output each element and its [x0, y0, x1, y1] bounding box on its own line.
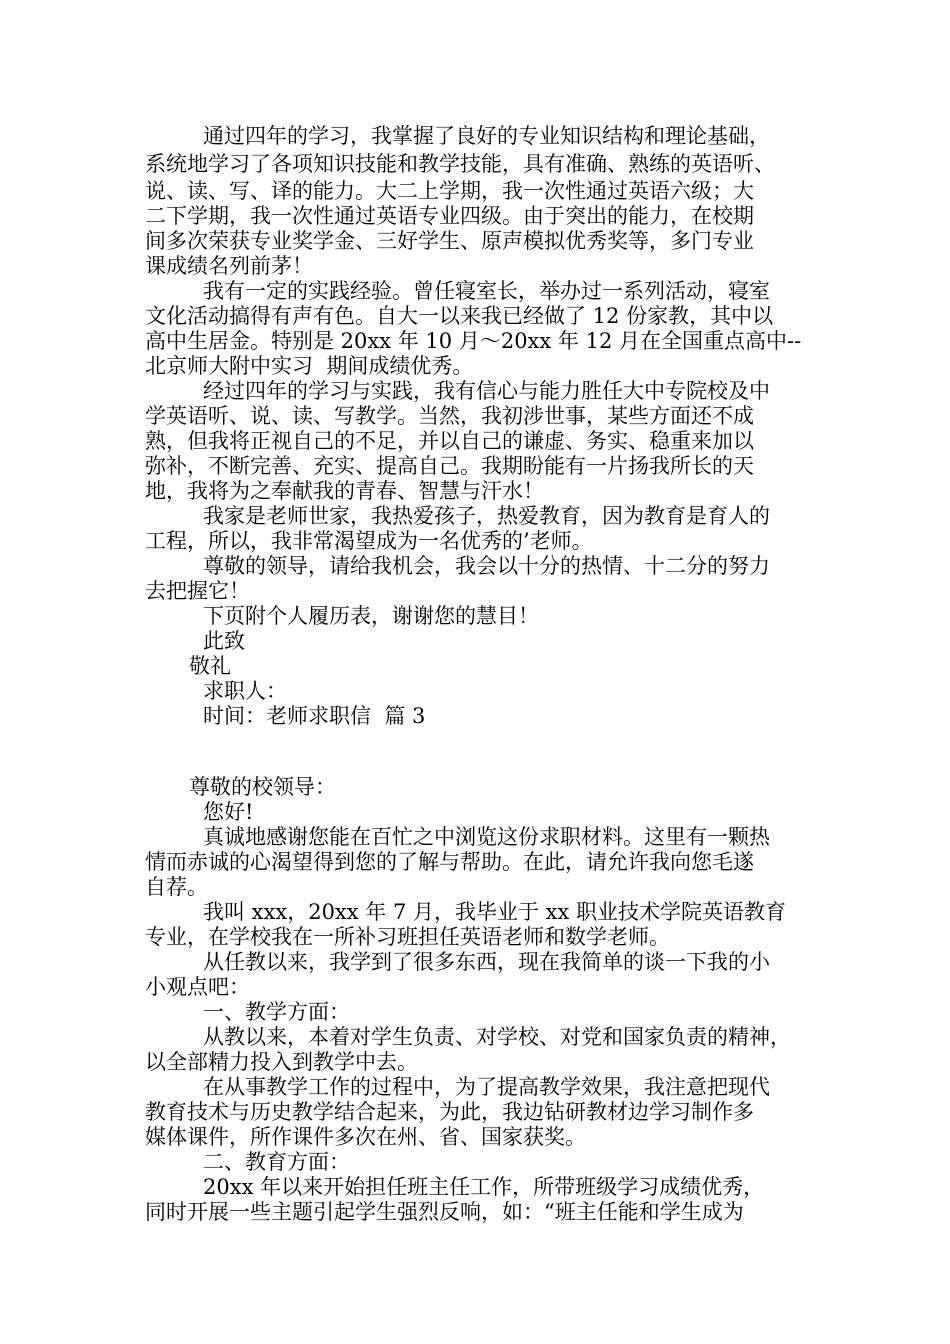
text-line: 尊敬的校领导： [189, 775, 336, 799]
text-line: 以全部精力投入到教学中去。 [145, 1050, 418, 1074]
text-line: 学英语听、说、读、写教学。当然，我初涉世事，某些方面还不成 [145, 404, 754, 428]
text-line: 高中生居金。特别是 20xx 年 10 月～20xx 年 12 月在全国重点高中-- [145, 329, 802, 353]
text-line: 系统地学习了各项知识技能和教学技能，具有准确、熟练的英语听、 [145, 152, 775, 176]
text-line: 从教以来，本着对学生负责、对学校、对党和国家负责的精神， [203, 1025, 791, 1049]
text-line: 二、教育方面： [203, 1150, 350, 1174]
text-line: 时间：老师求职信 篇 3 [203, 704, 426, 728]
text-line: 从任教以来，我学到了很多东西，现在我简单的谈一下我的小 [203, 950, 770, 974]
text-line: 通过四年的学习，我掌握了良好的专业知识结构和理论基础， [203, 124, 770, 148]
text-line: 文化活动搞得有声有色。自大一以来我已经做了 12 份家教，其中以 [145, 304, 774, 328]
text-line: 我有一定的实践经验。曾任寝室长，举办过一系列活动，寝室 [203, 279, 770, 303]
text-line: 地，我将为之奉献我的青春、智慧与汗水！ [145, 479, 544, 503]
text-line: 熟，但我将正视自己的不足，并以自己的谦虚、务实、稳重来加以 [145, 429, 754, 453]
text-line: 自荐。 [145, 875, 208, 899]
text-line: 说、读、写、译的能力。大二上学期，我一次性通过英语六级；大 [145, 179, 754, 203]
text-line: 弥补，不断完善、充实、提高自己。我期盼能有一片扬我所长的天 [145, 454, 754, 478]
text-line: 经过四年的学习与实践，我有信心与能力胜任大中专院校及中 [203, 379, 770, 403]
text-line: 此致 [203, 629, 245, 653]
text-line: 我叫 xxx，20xx 年 7 月，我毕业于 xx 职业技术学院英语教育 [203, 900, 787, 924]
text-line: 一、教学方面： [203, 1000, 350, 1024]
text-line: 您好! [203, 800, 254, 824]
text-line: 情而赤诚的心渴望得到您的了解与帮助。在此，请允许我向您毛遂 [145, 850, 754, 874]
text-line: 工程，所以，我非常渴望成为一名优秀的’老师。 [145, 529, 593, 553]
text-line: 在从事教学工作的过程中，为了提高教学效果，我注意把现代 [203, 1075, 770, 1099]
text-line: 同时开展一些主题引起学生强烈反响，如：“班主任能和学生成为 [145, 1200, 744, 1224]
text-line: 媒体课件，所作课件多次在州、省、国家获奖。 [145, 1125, 586, 1149]
text-line: 北京师大附中实习 期间成绩优秀。 [145, 354, 474, 378]
text-line: 二下学期，我一次性通过英语专业四级。由于突出的能力，在校期 [145, 204, 754, 228]
text-line: 课成绩名列前茅！ [145, 254, 313, 278]
text-line: 求职人： [203, 679, 287, 703]
text-line: 我家是老师世家，我热爱孩子，热爱教育，因为教育是育人的 [203, 504, 770, 528]
text-line: 敬礼 [189, 654, 231, 678]
text-line: 间多次荣获专业奖学金、三好学生、原声模拟优秀奖等，多门专业 [145, 229, 754, 253]
text-line: 尊敬的领导，请给我机会，我会以十分的热情、十二分的努力 [203, 554, 770, 578]
text-line: 专业，在学校我在一所补习班担任英语老师和数学老师。 [145, 925, 670, 949]
text-line: 20xx 年以来开始担任班主任工作，所带班级学习成绩优秀， [203, 1175, 765, 1199]
text-line: 教育技术与历史教学结合起来，为此，我边钻研教材边学习制作多 [145, 1100, 754, 1124]
text-line: 真诚地感谢您能在百忙之中浏览这份求职材料。这里有一颗热 [203, 825, 770, 849]
text-line: 下页附个人履历表，谢谢您的慧目！ [203, 604, 539, 628]
text-line: 小观点吧： [145, 975, 250, 999]
text-line: 去把握它！ [145, 579, 250, 603]
